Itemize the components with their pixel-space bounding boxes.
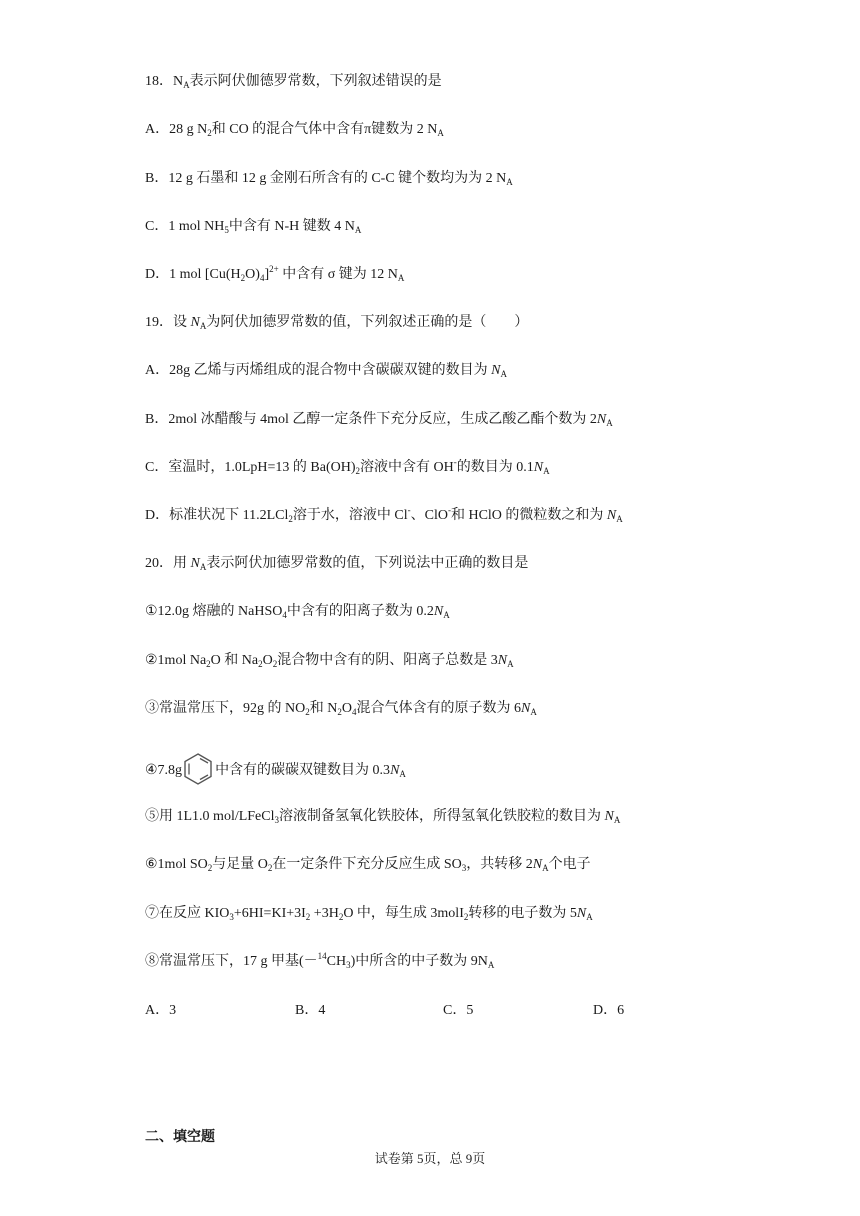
q20-statement-3: ③常温常压下，92g 的 $NO_2$和 $N_2O_4$混合气体含有的原子数为 $6N_A$	[145, 701, 537, 717]
q20-option-b: B．4	[295, 1003, 326, 1018]
q20-statement-8: ⑧常温常压下，17 g 甲基$(-^{14}CH_3)$中所含的中子数为 $9N_A$	[145, 951, 495, 970]
q20-stem: 20．用 $N_A$表示阿伏加德罗常数的值，下列说法中正确的数目是	[145, 556, 529, 572]
q19-option-a: A．28g 乙烯与丙烯组成的混合物中含碳碳双键的数目为 $N_A$	[145, 363, 507, 379]
q20-option-d: D．6	[593, 1003, 625, 1018]
q19-option-c: C．室温时，1.0LpH=13 的 $Ba(OH)_2$溶液中含有 OH-的数目为 $0.1N_A$	[145, 457, 550, 476]
q20-statement-5: ⑤用 1L1.0 mol/LFeCl$_3$溶液制备氢氧化铁胶体，所得氢氧化铁胶粒的数目为 $N_A$	[145, 809, 621, 825]
q20-statement-7: ⑦在反应 $KIO_3+6HI=KI+3I_2 +3H_2O$ 中，每生成 3molI$_2$转移的电子数为 $5N_A$	[145, 906, 593, 922]
q20-statement-1: ①12.0g 熔融的 NaHSO$_4$中含有的阳离子数为 $0.2N_A$	[145, 604, 450, 620]
q18-option-c: C．1 mol $NH_5$中含有 N-H 键数 4 $N_A$	[145, 219, 362, 235]
q20-statement-4: ④7.8g 中含有的碳碳双键数目为 $0.3N_A$	[145, 752, 406, 793]
q18-option-b: B．12 g 石墨和 12 g 金刚石所含有的 C-C 键个数均为为 2 $N_A$	[145, 171, 513, 187]
page-footer: 试卷第 5页，总 9页	[374, 1151, 486, 1166]
q18-option-a: A．28 g $N_2$和 CO 的混合气体中含有π键数为 2 $N_A$	[145, 122, 444, 138]
q18-stem: 18．$N_A$表示阿伏伽德罗常数，下列叙述错误的是	[145, 74, 442, 90]
section-title: 二、填空题	[145, 1129, 215, 1145]
q19-stem: 19．设 $N_A$为阿伏加德罗常数的值，下列叙述正确的是（ ）	[145, 315, 529, 331]
q20-option-c: C．5	[443, 1003, 474, 1018]
q19-option-d: D．标准状况下 11.2LCl$_2$溶于水，溶液中 Cl-、ClO-和 HClO 的微粒数之和为 $N_A$	[145, 505, 623, 524]
q18-option-d: D．1 mol $[Cu(H_2O)_4]^{2+}$ 中含有 σ 键为 12 $N_A$	[145, 264, 405, 283]
q20-option-a: A．3	[145, 1003, 177, 1018]
q20-statement-6: ⑥1mol $SO_2$与足量 $O_2$在一定条件下充分反应生成 $SO_3$，共转移 $2N_A$个电子	[145, 857, 591, 873]
benzene-ring-icon	[183, 752, 213, 793]
q19-option-b: B．2mol 冰醋酸与 4mol 乙醇一定条件下充分反应，生成乙酸乙酯个数为 $2N_A$	[145, 412, 613, 428]
q20-statement-2: ②1mol $Na_2O$ 和 $Na_2O_2$混合物中含有的阴、阳离子总数是 $3N_A$	[145, 653, 514, 669]
